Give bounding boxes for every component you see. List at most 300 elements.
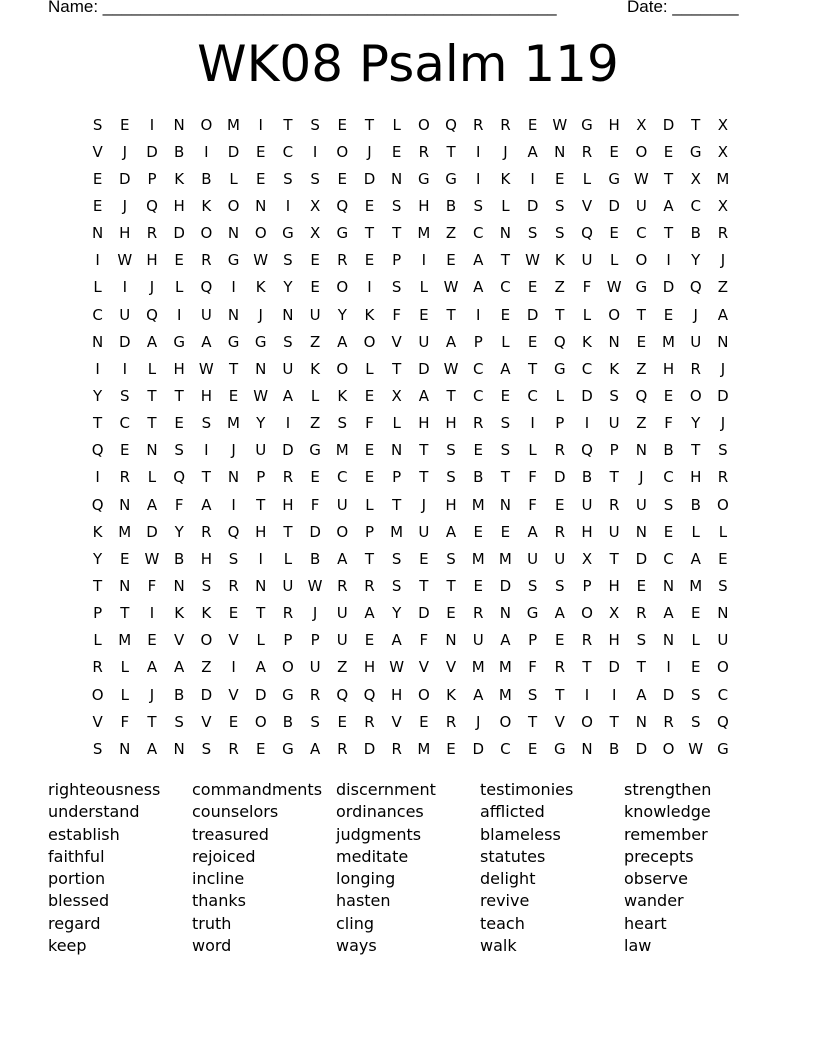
- grid-letter[interactable]: S: [201, 576, 212, 595]
- grid-letter[interactable]: E: [337, 712, 348, 731]
- grid-letter[interactable]: P: [473, 332, 483, 351]
- grid-letter[interactable]: O: [200, 631, 213, 650]
- grid-letter[interactable]: E: [446, 251, 456, 270]
- grid-letter[interactable]: O: [581, 712, 593, 731]
- grid-letter[interactable]: A: [473, 685, 484, 704]
- grid-letter[interactable]: M: [227, 414, 240, 433]
- grid-letter[interactable]: R: [418, 142, 430, 161]
- grid-letter[interactable]: S: [92, 739, 103, 758]
- grid-letter[interactable]: Y: [337, 305, 347, 324]
- grid-letter[interactable]: B: [690, 224, 701, 243]
- grid-letter[interactable]: W: [552, 115, 568, 134]
- grid-letter[interactable]: N: [635, 441, 647, 460]
- grid-letter[interactable]: K: [582, 332, 592, 351]
- grid-letter[interactable]: R: [282, 604, 294, 623]
- grid-letter[interactable]: E: [473, 576, 483, 595]
- grid-letter[interactable]: U: [554, 549, 566, 568]
- grid-letter[interactable]: A: [418, 386, 429, 405]
- grid-letter[interactable]: U: [418, 522, 430, 541]
- grid-letter[interactable]: T: [392, 495, 402, 514]
- grid-letter[interactable]: U: [690, 332, 702, 351]
- grid-letter[interactable]: O: [336, 278, 349, 297]
- grid-letter[interactable]: O: [717, 658, 729, 677]
- grid-letter[interactable]: H: [200, 549, 212, 568]
- grid-letter[interactable]: Q: [635, 386, 648, 405]
- grid-letter[interactable]: J: [639, 468, 644, 487]
- grid-letter[interactable]: I: [285, 414, 291, 433]
- grid-letter[interactable]: F: [582, 278, 592, 297]
- grid-letter[interactable]: A: [473, 251, 484, 270]
- grid-letter[interactable]: I: [666, 658, 671, 677]
- grid-letter[interactable]: W: [144, 549, 160, 568]
- grid-letter[interactable]: S: [555, 196, 565, 215]
- grid-letter[interactable]: U: [255, 441, 267, 460]
- grid-letter[interactable]: I: [95, 251, 100, 270]
- grid-letter[interactable]: T: [283, 115, 293, 134]
- grid-letter[interactable]: N: [608, 332, 620, 351]
- grid-letter[interactable]: N: [445, 631, 457, 650]
- grid-letter[interactable]: K: [255, 278, 266, 297]
- grid-letter[interactable]: I: [122, 359, 127, 378]
- grid-letter[interactable]: D: [309, 522, 321, 541]
- grid-letter[interactable]: E: [255, 739, 266, 758]
- grid-letter[interactable]: R: [228, 739, 239, 758]
- grid-letter[interactable]: I: [312, 142, 318, 161]
- grid-letter[interactable]: A: [146, 658, 158, 677]
- grid-letter[interactable]: T: [609, 549, 619, 568]
- grid-letter[interactable]: N: [173, 115, 185, 134]
- grid-letter[interactable]: P: [609, 441, 619, 460]
- grid-letter[interactable]: I: [204, 142, 209, 161]
- grid-letter[interactable]: T: [691, 115, 701, 134]
- grid-letter[interactable]: G: [689, 142, 702, 161]
- grid-letter[interactable]: H: [255, 522, 267, 541]
- grid-letter[interactable]: N: [227, 305, 240, 324]
- grid-letter[interactable]: Y: [691, 414, 701, 433]
- grid-letter[interactable]: X: [309, 224, 321, 243]
- grid-letter[interactable]: U: [336, 495, 348, 514]
- grid-letter[interactable]: D: [662, 115, 675, 134]
- grid-letter[interactable]: O: [635, 142, 648, 161]
- grid-letter[interactable]: A: [146, 495, 158, 514]
- grid-letter[interactable]: J: [693, 305, 698, 324]
- grid-letter[interactable]: W: [633, 169, 649, 188]
- grid-letter[interactable]: M: [417, 739, 431, 758]
- grid-letter[interactable]: J: [421, 495, 427, 514]
- grid-letter[interactable]: R: [717, 468, 729, 487]
- grid-letter[interactable]: B: [201, 169, 212, 188]
- grid-letter[interactable]: E: [364, 631, 375, 650]
- grid-letter[interactable]: Q: [445, 115, 457, 134]
- grid-letter[interactable]: T: [364, 224, 375, 243]
- grid-letter[interactable]: F: [528, 495, 537, 514]
- grid-letter[interactable]: N: [499, 495, 512, 514]
- grid-letter[interactable]: E: [147, 631, 157, 650]
- grid-letter[interactable]: R: [636, 604, 647, 623]
- grid-letter[interactable]: E: [473, 441, 483, 460]
- grid-letter[interactable]: X: [717, 196, 729, 215]
- grid-letter[interactable]: E: [663, 305, 674, 324]
- grid-letter[interactable]: T: [419, 576, 429, 595]
- grid-letter[interactable]: U: [581, 495, 593, 514]
- grid-letter[interactable]: W: [525, 251, 541, 270]
- grid-letter[interactable]: R: [445, 712, 457, 731]
- grid-letter[interactable]: Y: [174, 522, 184, 541]
- grid-letter[interactable]: R: [554, 522, 565, 541]
- grid-letter[interactable]: Z: [554, 278, 565, 297]
- grid-letter[interactable]: D: [608, 196, 620, 215]
- grid-letter[interactable]: R: [364, 712, 375, 731]
- grid-letter[interactable]: E: [500, 386, 511, 405]
- grid-letter[interactable]: S: [527, 685, 538, 704]
- grid-letter[interactable]: T: [201, 468, 211, 487]
- grid-letter[interactable]: I: [258, 549, 263, 568]
- grid-letter[interactable]: Y: [691, 251, 701, 270]
- grid-letter[interactable]: T: [555, 685, 565, 704]
- grid-letter[interactable]: H: [200, 386, 212, 405]
- grid-letter[interactable]: N: [146, 441, 158, 460]
- grid-letter[interactable]: O: [200, 115, 213, 134]
- grid-letter[interactable]: E: [609, 224, 619, 243]
- grid-letter[interactable]: B: [609, 739, 620, 758]
- grid-letter[interactable]: R: [690, 359, 701, 378]
- grid-letter[interactable]: F: [174, 495, 184, 514]
- grid-letter[interactable]: C: [717, 685, 729, 704]
- grid-letter[interactable]: I: [95, 359, 100, 378]
- grid-letter[interactable]: S: [718, 576, 728, 595]
- grid-letter[interactable]: H: [146, 251, 158, 270]
- grid-letter[interactable]: L: [691, 631, 700, 650]
- grid-letter[interactable]: L: [582, 169, 592, 188]
- grid-letter[interactable]: I: [530, 169, 535, 188]
- grid-letter[interactable]: Q: [336, 685, 349, 704]
- grid-letter[interactable]: E: [228, 604, 239, 623]
- grid-letter[interactable]: N: [91, 224, 104, 243]
- grid-letter[interactable]: R: [717, 224, 729, 243]
- grid-letter[interactable]: V: [391, 712, 402, 731]
- grid-letter[interactable]: N: [255, 359, 267, 378]
- grid-letter[interactable]: Z: [309, 414, 321, 433]
- grid-letter[interactable]: A: [500, 631, 511, 650]
- grid-letter[interactable]: I: [231, 658, 236, 677]
- grid-letter[interactable]: Q: [336, 196, 349, 215]
- grid-letter[interactable]: C: [527, 386, 538, 405]
- grid-letter[interactable]: O: [254, 712, 267, 731]
- grid-letter[interactable]: T: [582, 658, 592, 677]
- grid-letter[interactable]: D: [635, 739, 648, 758]
- grid-letter[interactable]: V: [228, 685, 239, 704]
- grid-letter[interactable]: O: [282, 658, 294, 677]
- grid-letter[interactable]: F: [419, 631, 429, 650]
- grid-letter[interactable]: Q: [553, 332, 566, 351]
- grid-letter[interactable]: R: [119, 468, 130, 487]
- grid-letter[interactable]: E: [255, 142, 266, 161]
- grid-letter[interactable]: N: [227, 224, 240, 243]
- grid-letter[interactable]: N: [173, 739, 185, 758]
- grid-letter[interactable]: R: [500, 115, 511, 134]
- grid-letter[interactable]: C: [663, 549, 674, 568]
- grid-letter[interactable]: R: [146, 224, 158, 243]
- grid-letter[interactable]: D: [635, 549, 648, 568]
- grid-letter[interactable]: Z: [636, 414, 647, 433]
- grid-letter[interactable]: J: [312, 604, 318, 623]
- grid-letter[interactable]: J: [149, 278, 155, 297]
- grid-letter[interactable]: N: [282, 305, 294, 324]
- grid-letter[interactable]: C: [500, 278, 511, 297]
- grid-letter[interactable]: J: [122, 196, 127, 215]
- grid-letter[interactable]: N: [91, 332, 104, 351]
- grid-letter[interactable]: D: [173, 224, 185, 243]
- grid-letter[interactable]: T: [446, 576, 456, 595]
- grid-letter[interactable]: G: [635, 278, 648, 297]
- grid-letter[interactable]: L: [120, 658, 129, 677]
- grid-letter[interactable]: K: [337, 386, 348, 405]
- grid-letter[interactable]: F: [392, 305, 401, 324]
- grid-letter[interactable]: T: [174, 386, 184, 405]
- grid-letter[interactable]: R: [473, 604, 484, 623]
- grid-letter[interactable]: I: [231, 278, 236, 297]
- grid-letter[interactable]: N: [227, 468, 240, 487]
- grid-letter[interactable]: R: [581, 142, 593, 161]
- grid-letter[interactable]: T: [364, 549, 375, 568]
- grid-letter[interactable]: A: [201, 495, 212, 514]
- grid-letter[interactable]: Q: [581, 224, 593, 243]
- grid-letter[interactable]: T: [392, 224, 402, 243]
- grid-letter[interactable]: Q: [581, 441, 593, 460]
- grid-letter[interactable]: A: [309, 739, 321, 758]
- grid-letter[interactable]: I: [258, 115, 263, 134]
- grid-letter[interactable]: U: [336, 604, 348, 623]
- grid-letter[interactable]: D: [254, 685, 267, 704]
- grid-letter[interactable]: N: [662, 576, 675, 595]
- grid-letter[interactable]: H: [608, 115, 620, 134]
- grid-letter[interactable]: S: [555, 576, 565, 595]
- grid-letter[interactable]: U: [336, 631, 348, 650]
- grid-letter[interactable]: H: [282, 495, 294, 514]
- grid-letter[interactable]: J: [476, 712, 481, 731]
- grid-letter[interactable]: C: [472, 224, 484, 243]
- grid-letter[interactable]: H: [608, 576, 620, 595]
- grid-letter[interactable]: E: [500, 522, 511, 541]
- grid-letter[interactable]: R: [337, 739, 348, 758]
- grid-letter[interactable]: J: [231, 441, 236, 460]
- grid-letter[interactable]: T: [120, 604, 130, 623]
- grid-letter[interactable]: R: [337, 251, 348, 270]
- grid-letter[interactable]: O: [254, 224, 267, 243]
- grid-letter[interactable]: Z: [201, 658, 212, 677]
- grid-letter[interactable]: O: [635, 251, 648, 270]
- grid-letter[interactable]: W: [443, 359, 459, 378]
- grid-letter[interactable]: L: [174, 278, 184, 297]
- grid-letter[interactable]: J: [720, 359, 726, 378]
- grid-letter[interactable]: E: [636, 576, 647, 595]
- grid-letter[interactable]: S: [663, 495, 674, 514]
- grid-letter[interactable]: A: [337, 332, 348, 351]
- grid-letter[interactable]: C: [92, 305, 103, 324]
- grid-letter[interactable]: L: [528, 441, 537, 460]
- grid-letter[interactable]: E: [92, 169, 103, 188]
- grid-letter[interactable]: C: [282, 142, 294, 161]
- grid-letter[interactable]: T: [609, 712, 619, 731]
- grid-letter[interactable]: X: [609, 604, 620, 623]
- grid-letter[interactable]: O: [200, 224, 213, 243]
- grid-letter[interactable]: I: [285, 196, 291, 215]
- grid-letter[interactable]: H: [173, 359, 185, 378]
- grid-letter[interactable]: G: [418, 169, 430, 188]
- grid-letter[interactable]: L: [501, 332, 510, 351]
- grid-letter[interactable]: C: [636, 224, 647, 243]
- grid-letter[interactable]: E: [663, 386, 674, 405]
- grid-letter[interactable]: D: [662, 685, 675, 704]
- grid-letter[interactable]: A: [473, 278, 484, 297]
- grid-letter[interactable]: U: [418, 332, 430, 351]
- grid-letter[interactable]: A: [174, 658, 185, 677]
- grid-letter[interactable]: T: [663, 169, 674, 188]
- grid-letter[interactable]: K: [174, 169, 185, 188]
- grid-letter[interactable]: C: [663, 468, 674, 487]
- grid-letter[interactable]: S: [446, 441, 456, 460]
- grid-letter[interactable]: R: [581, 631, 593, 650]
- grid-letter[interactable]: M: [118, 522, 132, 541]
- grid-letter[interactable]: G: [227, 251, 240, 270]
- grid-letter[interactable]: Q: [227, 522, 240, 541]
- grid-letter[interactable]: L: [93, 278, 102, 297]
- grid-letter[interactable]: X: [717, 142, 729, 161]
- grid-letter[interactable]: Z: [445, 224, 457, 243]
- grid-letter[interactable]: M: [498, 549, 512, 568]
- grid-letter[interactable]: S: [500, 414, 511, 433]
- grid-letter[interactable]: B: [174, 549, 185, 568]
- grid-letter[interactable]: V: [445, 658, 457, 677]
- grid-letter[interactable]: K: [554, 251, 565, 270]
- grid-letter[interactable]: D: [119, 332, 131, 351]
- grid-letter[interactable]: Q: [146, 196, 158, 215]
- grid-letter[interactable]: R: [337, 576, 348, 595]
- grid-letter[interactable]: U: [309, 658, 321, 677]
- grid-letter[interactable]: E: [364, 386, 375, 405]
- grid-letter[interactable]: N: [173, 576, 185, 595]
- grid-letter[interactable]: S: [283, 332, 293, 351]
- grid-letter[interactable]: L: [229, 169, 238, 188]
- grid-letter[interactable]: A: [146, 332, 158, 351]
- grid-letter[interactable]: F: [528, 468, 537, 487]
- grid-letter[interactable]: U: [200, 305, 212, 324]
- grid-letter[interactable]: U: [309, 305, 321, 324]
- grid-letter[interactable]: L: [365, 495, 374, 514]
- grid-letter[interactable]: Q: [689, 278, 702, 297]
- grid-letter[interactable]: N: [119, 576, 131, 595]
- grid-letter[interactable]: N: [119, 739, 131, 758]
- grid-letter[interactable]: T: [500, 468, 510, 487]
- grid-letter[interactable]: T: [555, 305, 565, 324]
- grid-letter[interactable]: D: [581, 386, 593, 405]
- grid-letter[interactable]: A: [201, 332, 212, 351]
- grid-letter[interactable]: B: [282, 712, 294, 731]
- grid-letter[interactable]: L: [147, 468, 157, 487]
- grid-letter[interactable]: B: [174, 685, 185, 704]
- grid-letter[interactable]: W: [253, 251, 269, 270]
- grid-letter[interactable]: K: [201, 604, 212, 623]
- grid-letter[interactable]: E: [663, 142, 674, 161]
- grid-letter[interactable]: M: [662, 332, 675, 351]
- grid-letter[interactable]: D: [472, 739, 484, 758]
- grid-letter[interactable]: T: [147, 712, 157, 731]
- grid-letter[interactable]: R: [473, 414, 484, 433]
- grid-letter[interactable]: A: [663, 196, 674, 215]
- grid-letter[interactable]: S: [527, 576, 538, 595]
- grid-letter[interactable]: D: [608, 658, 620, 677]
- grid-letter[interactable]: S: [391, 549, 402, 568]
- grid-letter[interactable]: T: [93, 414, 103, 433]
- grid-letter[interactable]: N: [635, 712, 647, 731]
- grid-letter[interactable]: I: [204, 441, 209, 460]
- grid-letter[interactable]: K: [310, 359, 321, 378]
- grid-letter[interactable]: R: [391, 739, 402, 758]
- grid-letter[interactable]: C: [581, 359, 593, 378]
- grid-letter[interactable]: F: [310, 495, 320, 514]
- grid-letter[interactable]: G: [173, 332, 185, 351]
- grid-letter[interactable]: O: [91, 685, 104, 704]
- grid-letter[interactable]: I: [149, 604, 155, 623]
- grid-letter[interactable]: E: [364, 196, 375, 215]
- grid-letter[interactable]: X: [581, 549, 593, 568]
- grid-letter[interactable]: T: [636, 305, 646, 324]
- grid-letter[interactable]: M: [498, 658, 512, 677]
- grid-letter[interactable]: M: [471, 549, 485, 568]
- grid-letter[interactable]: S: [527, 224, 538, 243]
- grid-letter[interactable]: G: [526, 604, 539, 623]
- grid-letter[interactable]: L: [501, 196, 510, 215]
- grid-letter[interactable]: V: [201, 712, 212, 731]
- grid-letter[interactable]: N: [391, 169, 403, 188]
- grid-letter[interactable]: W: [117, 251, 133, 270]
- grid-letter[interactable]: M: [471, 495, 485, 514]
- grid-letter[interactable]: E: [446, 604, 456, 623]
- grid-letter[interactable]: D: [554, 468, 566, 487]
- grid-letter[interactable]: E: [120, 115, 130, 134]
- grid-letter[interactable]: U: [608, 522, 620, 541]
- grid-letter[interactable]: H: [445, 495, 457, 514]
- grid-letter[interactable]: K: [92, 522, 103, 541]
- grid-letter[interactable]: J: [258, 305, 263, 324]
- grid-letter[interactable]: P: [147, 169, 157, 188]
- grid-letter[interactable]: N: [499, 224, 512, 243]
- grid-letter[interactable]: M: [118, 631, 132, 650]
- grid-letter[interactable]: P: [555, 414, 565, 433]
- grid-letter[interactable]: T: [446, 305, 456, 324]
- grid-letter[interactable]: I: [666, 251, 671, 270]
- grid-letter[interactable]: S: [718, 441, 728, 460]
- grid-letter[interactable]: I: [611, 685, 617, 704]
- grid-letter[interactable]: L: [310, 386, 320, 405]
- grid-letter[interactable]: U: [282, 359, 294, 378]
- grid-letter[interactable]: P: [582, 576, 592, 595]
- grid-letter[interactable]: E: [527, 115, 538, 134]
- grid-letter[interactable]: U: [282, 576, 294, 595]
- grid-letter[interactable]: G: [282, 224, 294, 243]
- grid-letter[interactable]: T: [500, 251, 510, 270]
- grid-letter[interactable]: S: [690, 712, 701, 731]
- grid-letter[interactable]: E: [446, 739, 456, 758]
- grid-letter[interactable]: E: [419, 712, 429, 731]
- grid-letter[interactable]: A: [527, 522, 538, 541]
- grid-letter[interactable]: G: [608, 169, 620, 188]
- grid-letter[interactable]: T: [256, 495, 266, 514]
- grid-letter[interactable]: O: [417, 115, 430, 134]
- grid-letter[interactable]: Z: [309, 332, 321, 351]
- grid-letter[interactable]: H: [363, 658, 376, 677]
- grid-letter[interactable]: C: [472, 386, 484, 405]
